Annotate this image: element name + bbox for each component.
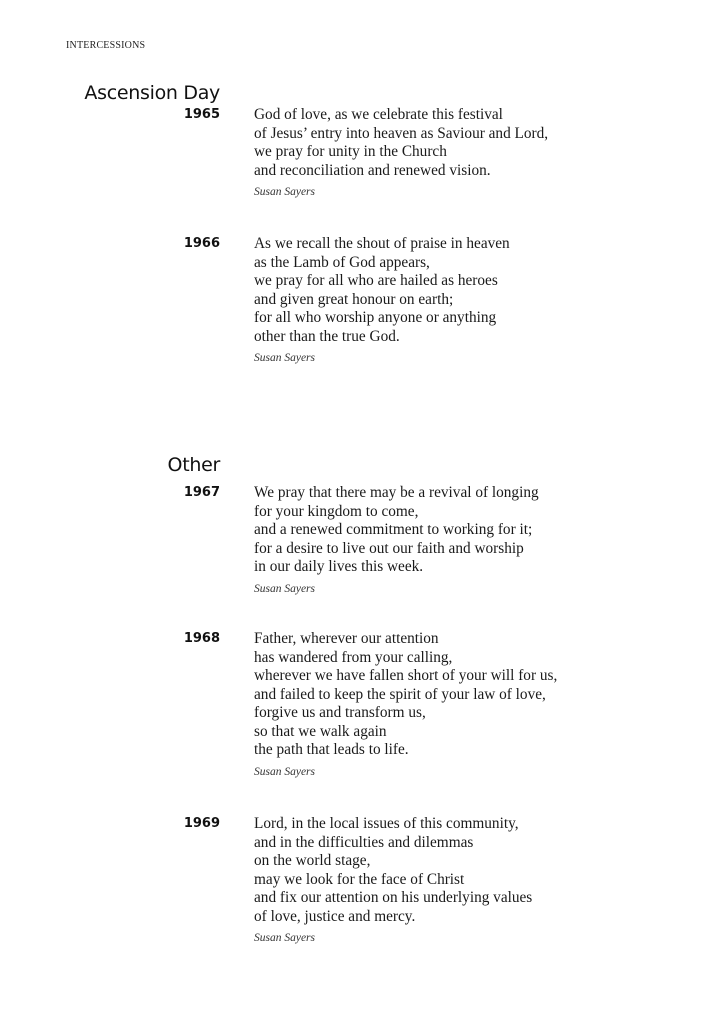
prayer-line: and failed to keep the spirit of your law of love, xyxy=(254,685,546,703)
prayer-line: for your kingdom to come, xyxy=(254,502,419,520)
prayer-line: God of love, as we celebrate this festival xyxy=(254,106,503,123)
prayer-line: in our daily lives this week. xyxy=(254,558,424,575)
prayer-line: and given great honour on earth; xyxy=(254,290,454,308)
prayer-line: other than the true God. xyxy=(254,327,400,345)
prayer-line: and fix our attention on his underlying values xyxy=(254,889,533,906)
section-title-ascension-day: Ascension Day xyxy=(84,82,220,104)
prayer-author: Susan Sayers xyxy=(254,932,316,944)
prayer-author: Susan Sayers xyxy=(254,352,316,364)
prayer-line: may we look for the face of Christ xyxy=(254,870,465,888)
prayer-line: of love, justice and mercy. xyxy=(254,907,416,925)
prayer-body xyxy=(254,106,548,198)
prayer-body xyxy=(254,630,557,778)
prayer-line: on the world stage, xyxy=(254,852,371,869)
prayer-line: we pray for all who are hailed as heroes xyxy=(254,272,498,289)
prayer-line: As we recall the shout of praise in heaven xyxy=(254,235,510,252)
prayer-line: We pray that there may be a revival of longing xyxy=(254,484,539,501)
prayer-line: we pray for unity in the Church xyxy=(254,143,447,160)
prayer-number: 1969 xyxy=(183,816,220,831)
prayer-line: the path that leads to life. xyxy=(254,741,409,758)
prayer-line: wherever we have fallen short of your will for us, xyxy=(254,667,558,684)
prayer-line: Lord, in the local issues of this community, xyxy=(254,815,519,832)
prayer-line: forgive us and transform us, xyxy=(254,704,426,721)
prayer-body xyxy=(254,235,510,364)
section-title-other: Other xyxy=(167,454,220,476)
prayer-author: Susan Sayers xyxy=(254,582,316,595)
prayer-author: Susan Sayers xyxy=(254,186,316,198)
prayer-number: 1968 xyxy=(183,631,220,646)
prayer-line: and in the difficulties and dilemmas xyxy=(254,833,474,851)
prayer-body xyxy=(254,815,532,944)
prayer-line: for all who worship anyone or anything xyxy=(254,309,497,326)
prayer-line: and reconciliation and renewed vision. xyxy=(254,161,491,179)
prayer-line: so that we walk again xyxy=(254,722,387,740)
prayer-line: of Jesus’ entry into heaven as Saviour and Lord, xyxy=(254,124,549,142)
prayer-line: and a renewed commitment to working for it; xyxy=(254,521,533,538)
prayer-author: Susan Sayers xyxy=(254,765,316,778)
prayer-line: for a desire to live out our faith and worship xyxy=(254,539,524,557)
prayer-number: 1967 xyxy=(183,485,220,500)
prayer-line: has wandered from your calling, xyxy=(254,648,453,666)
prayer-number: 1966 xyxy=(183,236,220,251)
running-head: INTERCESSIONS xyxy=(66,40,146,51)
prayer-line: as the Lamb of God appears, xyxy=(254,253,430,271)
prayer-line: Father, wherever our attention xyxy=(254,630,439,647)
prayer-body xyxy=(254,484,539,595)
prayer-number: 1965 xyxy=(183,107,220,122)
